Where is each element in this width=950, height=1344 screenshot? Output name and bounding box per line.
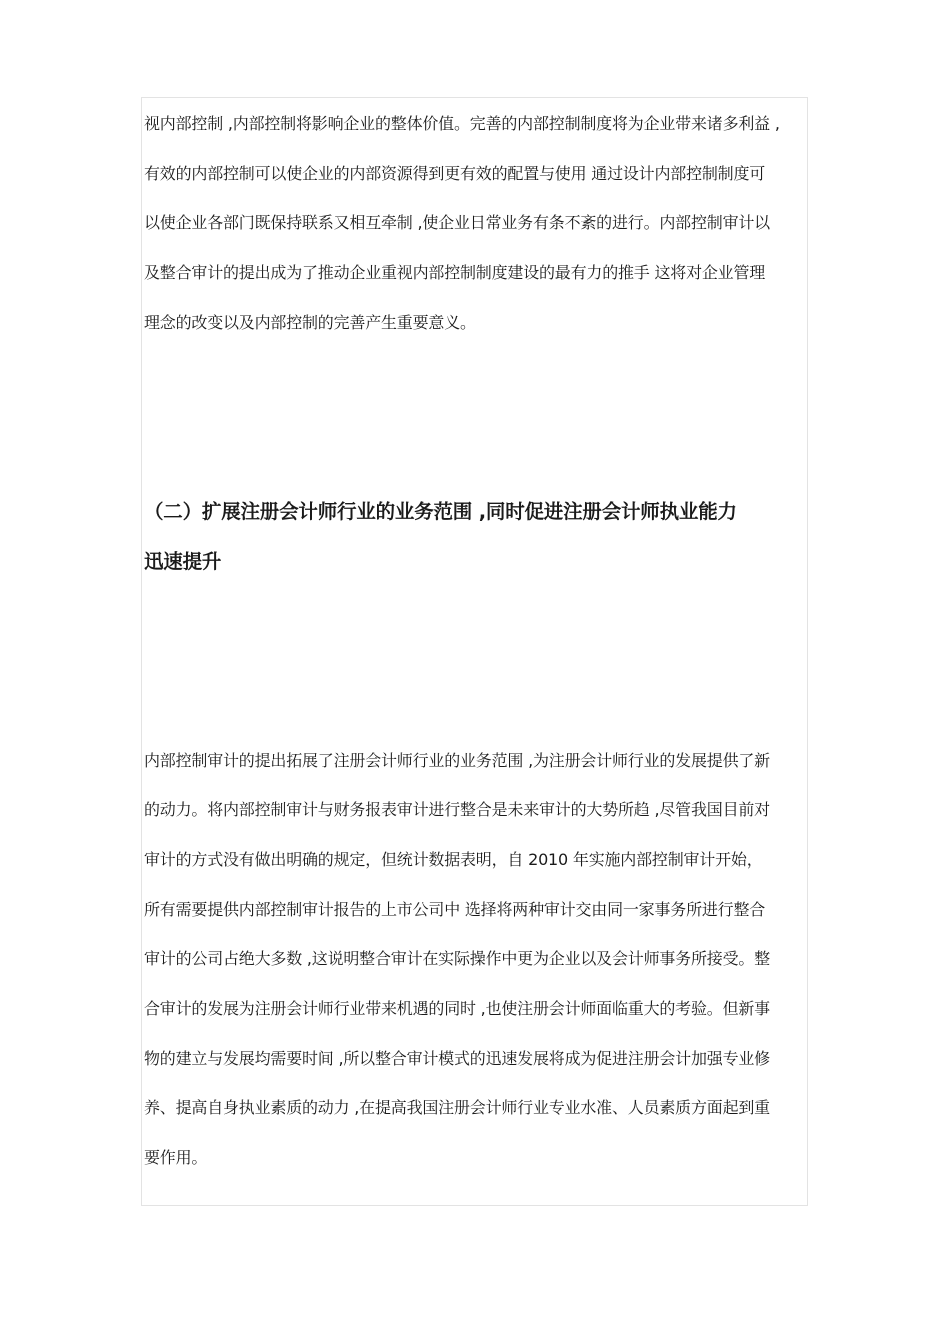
paragraph-2-line: 的动力。将内部控制审计与财务报表审计进行整合是未来审计的大势所趋 ,尽管我国目前对 <box>144 800 770 819</box>
paragraph-2-line: 审计的方式没有做出明确的规定，但统计数据表明，自 2010 年实施内部控制审计开始， <box>144 850 763 869</box>
paragraph-2-line: 物的建立与发展均需要时间 ,所以整合审计模式的迅速发展将成为促进注册会计加强专业修 <box>144 1049 770 1068</box>
section-heading-line: 迅速提升 <box>144 550 222 573</box>
paragraph-1-line: 理念的改变以及内部控制的完善产生重要意义。 <box>144 313 476 332</box>
paragraph-2-line: 审计的公司占绝大多数 ,这说明整合审计在实际操作中更为企业以及会计师事务所接受。整 <box>144 949 770 968</box>
paragraph-2-line: 所有需要提供内部控制审计报告的上市公司中 选择将两种审计交由同一家事务所进行整合 <box>144 900 766 919</box>
paragraph-1-line: 及整合审计的提出成为了推动企业重视内部控制制度建设的最有力的推手 这将对企业管理 <box>144 263 766 282</box>
paragraph-1-line: 有效的内部控制可以使企业的内部资源得到更有效的配置与使用 通过设计内部控制制度可 <box>144 164 766 183</box>
paragraph-2-line: 合审计的发展为注册会计师行业带来机遇的同时 ,也使注册会计师面临重大的考验。但新事 <box>144 999 770 1018</box>
paragraph-2-line: 内部控制审计的提出拓展了注册会计师行业的业务范围 ,为注册会计师行业的发展提供了新 <box>144 751 770 770</box>
paragraph-1-line: 以使企业各部门既保持联系又相互牵制 ,使企业日常业务有条不紊的进行。内部控制审计以 <box>144 213 770 232</box>
paragraph-2-line: 养、提高自身执业素质的动力 ,在提高我国注册会计师行业专业水准、人员素质方面起到重 <box>144 1098 770 1117</box>
paragraph-2-line: 要作用。 <box>144 1148 208 1167</box>
paragraph-1-line: 视内部控制 ,内部控制将影响企业的整体价值。完善的内部控制制度将为企业带来诸多利益 , <box>144 114 780 133</box>
section-heading-line: （二）扩展注册会计师行业的业务范围 ,同时促进注册会计师执业能力 <box>144 500 737 523</box>
